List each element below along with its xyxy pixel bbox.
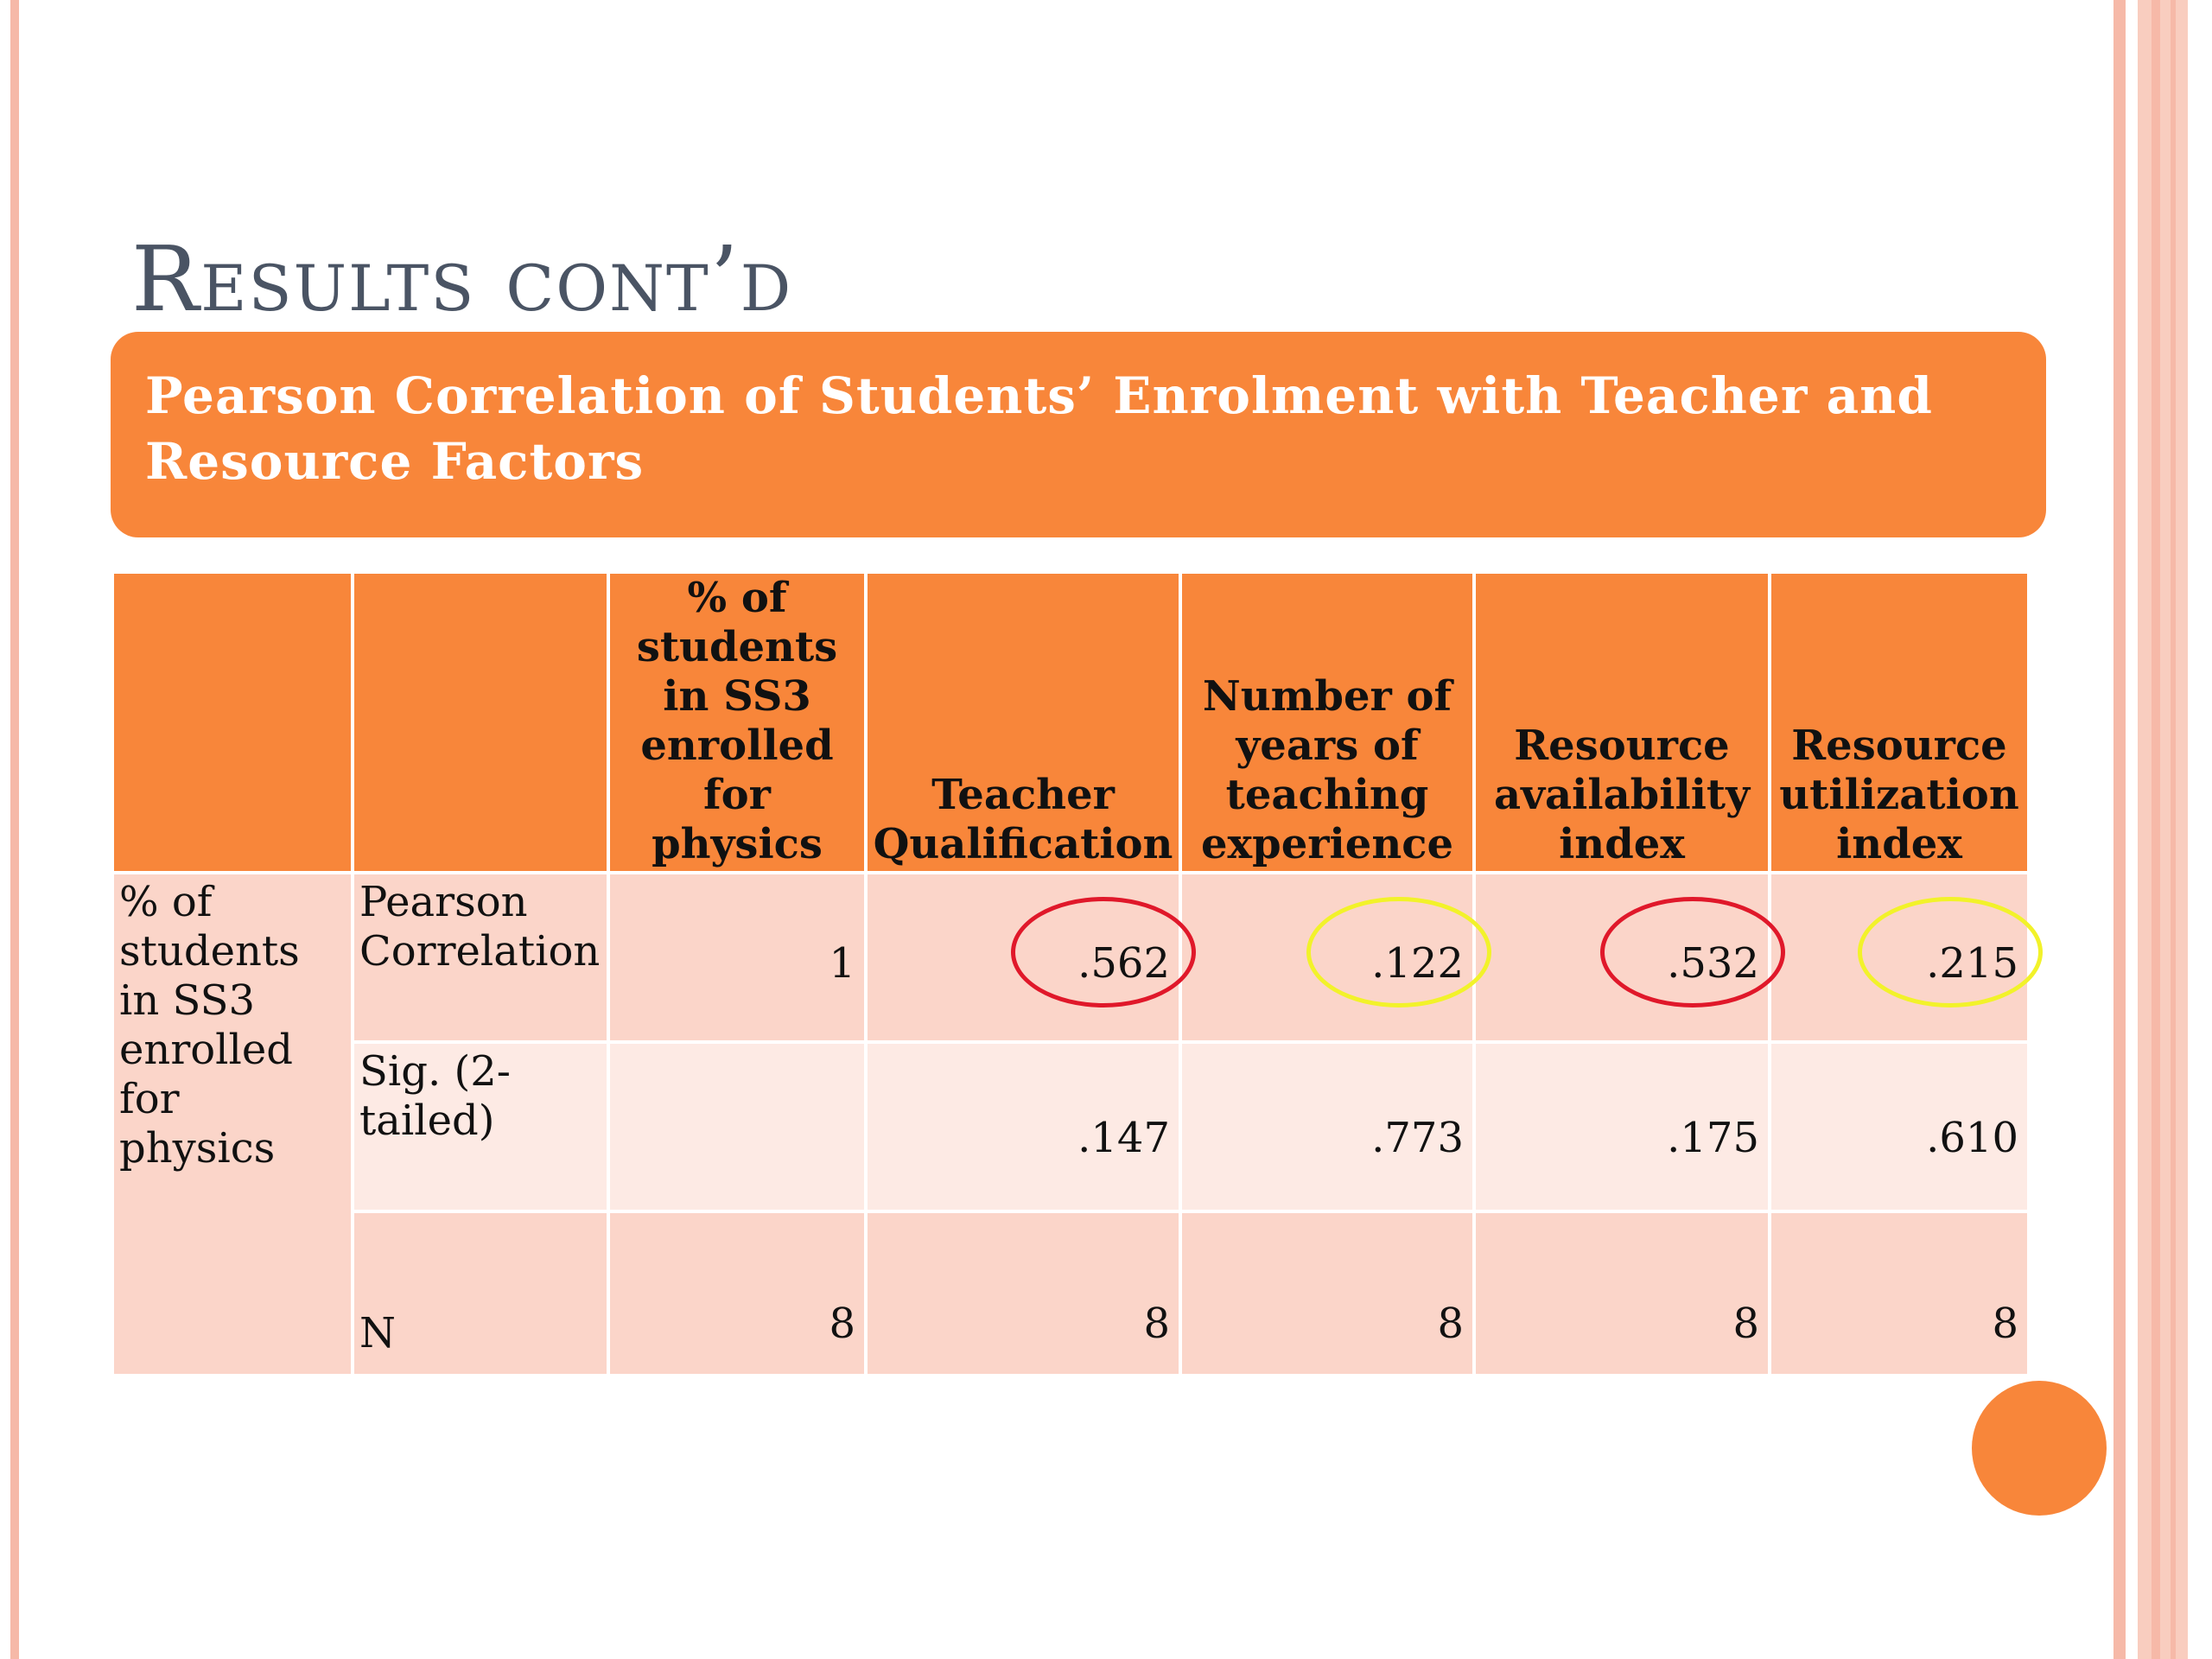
value-cell: .215 (1770, 873, 2029, 1042)
correlation-table (111, 570, 2031, 1377)
header-cell-empty-2 (353, 572, 608, 873)
value-cell: 8 (1474, 1211, 1770, 1376)
value-cell: .610 (1770, 1042, 2029, 1211)
value-cell: .175 (1474, 1042, 1770, 1211)
value-cell: .122 (1180, 873, 1474, 1042)
stat-label: Pearson Correlation (353, 873, 608, 1042)
table-row (112, 1042, 2029, 1211)
table-caption: Pearson Correlation of Students’ Enrolment with Teacher and Resource Factors (145, 366, 1933, 491)
value-cell: 8 (608, 1211, 866, 1376)
slide-title: Results cont’d (131, 226, 793, 332)
value-cell: 8 (1180, 1211, 1474, 1376)
value-cell: .562 (866, 873, 1180, 1042)
right-frame-stripe-inner (2152, 0, 2160, 1659)
left-frame-stripe (10, 0, 19, 1659)
decorative-circle (1972, 1381, 2107, 1516)
header-teaching-experience: Number of years of teaching experience (1180, 572, 1474, 873)
table-row (112, 873, 2029, 1042)
value-cell (608, 1042, 866, 1211)
header-teacher-qualification: Teacher Qualification (866, 572, 1180, 873)
right-frame-stripe-outer (2171, 0, 2176, 1659)
value-cell: 1 (608, 873, 866, 1042)
value-cell: .532 (1474, 873, 1770, 1042)
table-row (112, 1211, 2029, 1376)
right-frame-band (2138, 0, 2188, 1659)
header-enrolment: % of students in SS3 enrolled for physics (608, 572, 866, 873)
header-cell-empty-1 (112, 572, 353, 873)
table-caption-banner (111, 332, 2046, 537)
header-resource-availability: Resource availability index (1474, 572, 1770, 873)
value-cell: 8 (866, 1211, 1180, 1376)
right-frame-stripe (2113, 0, 2126, 1659)
value-cell: .147 (866, 1042, 1180, 1211)
stat-label: Sig. (2-tailed) (353, 1042, 608, 1211)
row-label: % of students in SS3 enrolled for physics (112, 873, 353, 1376)
stat-label: N (353, 1211, 608, 1376)
value-cell: .773 (1180, 1042, 1474, 1211)
header-resource-utilization: Resource utilization index (1770, 572, 2029, 873)
value-cell: 8 (1770, 1211, 2029, 1376)
table-header-row (112, 572, 2029, 873)
